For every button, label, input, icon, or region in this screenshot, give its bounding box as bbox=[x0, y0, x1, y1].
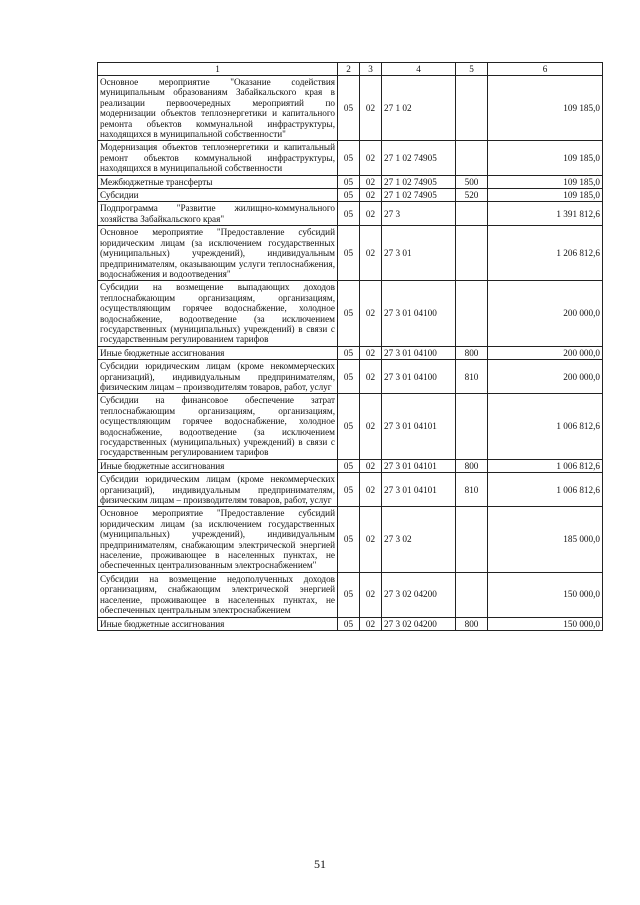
row-name: Субсидии на финансовое обеспечение затрат теплоснабжающим организациям, организациям, осуществляющим горячее водоснабжение, холодное водоснабжение, водоотведение (за исключением государственных (муниципальных) учреждений) в связи с государственным регулированием тарифов bbox=[98, 394, 338, 459]
subsection-code: 02 bbox=[360, 346, 382, 359]
subsection-code: 02 bbox=[360, 473, 382, 507]
row-name: Межбюджетные трансферты bbox=[98, 175, 338, 188]
amount: 200 000,0 bbox=[488, 281, 603, 346]
amount: 109 185,0 bbox=[488, 141, 603, 175]
subsection-code: 02 bbox=[360, 394, 382, 459]
expense-type-code bbox=[456, 394, 488, 459]
section-code: 05 bbox=[338, 76, 360, 141]
expense-type-code: 520 bbox=[456, 189, 488, 202]
target-article-code: 27 3 02 04200 bbox=[382, 617, 456, 630]
target-article-code: 27 3 01 04100 bbox=[382, 281, 456, 346]
target-article-code: 27 3 02 bbox=[382, 507, 456, 572]
amount: 1 206 812,6 bbox=[488, 226, 603, 281]
amount: 1 006 812,6 bbox=[488, 459, 603, 472]
budget-table bbox=[97, 62, 603, 631]
expense-type-code bbox=[456, 202, 488, 226]
section-code: 05 bbox=[338, 346, 360, 359]
target-article-code: 27 3 01 04101 bbox=[382, 473, 456, 507]
table-row bbox=[98, 360, 603, 394]
section-code: 05 bbox=[338, 281, 360, 346]
section-code: 05 bbox=[338, 189, 360, 202]
expense-type-code bbox=[456, 572, 488, 617]
table-header-row bbox=[98, 63, 603, 76]
table-row bbox=[98, 459, 603, 472]
row-name: Субсидии юридическим лицам (кроме некоммерческих организаций), индивидуальным предпринимателям, физическим лицам – производителям товаров, работ, услуг bbox=[98, 473, 338, 507]
target-article-code: 27 3 01 04100 bbox=[382, 346, 456, 359]
row-name: Основное мероприятие "Предоставление субсидий юридическим лицам (за исключением государственных (муниципальных) учреждений), индивидуальным предпринимателям, оказывающим услуги теплоснабжения, водоснабжения и водоотведения" bbox=[98, 226, 338, 281]
amount: 185 000,0 bbox=[488, 507, 603, 572]
column-header: 4 bbox=[382, 63, 456, 76]
target-article-code: 27 3 02 04200 bbox=[382, 572, 456, 617]
expense-type-code: 800 bbox=[456, 459, 488, 472]
row-name: Модернизация объектов теплоэнергетики и капитальный ремонт объектов коммунальной инфраструктуры, находящихся в муниципальной собственности bbox=[98, 141, 338, 175]
subsection-code: 02 bbox=[360, 281, 382, 346]
table-row bbox=[98, 141, 603, 175]
target-article-code: 27 1 02 bbox=[382, 76, 456, 141]
table-row bbox=[98, 394, 603, 459]
row-name: Субсидии юридическим лицам (кроме некоммерческих организаций), индивидуальным предпринимателям, физическим лицам – производителям товаров, работ, услуг bbox=[98, 360, 338, 394]
subsection-code: 02 bbox=[360, 202, 382, 226]
section-code: 05 bbox=[338, 507, 360, 572]
expense-type-code bbox=[456, 281, 488, 346]
table-row bbox=[98, 507, 603, 572]
target-article-code: 27 3 bbox=[382, 202, 456, 226]
page-number: 51 bbox=[314, 857, 326, 871]
expense-type-code: 500 bbox=[456, 175, 488, 188]
row-name: Субсидии на возмещение выпадающих доходов теплоснабжающим организациям, организациям, осуществляющим горячее водоснабжение, холодное водоснабжение, водоотведение (за исключением государственных (муниципальных) учреждений) в связи с государственным регулированием тарифов bbox=[98, 281, 338, 346]
subsection-code: 02 bbox=[360, 507, 382, 572]
amount: 150 000,0 bbox=[488, 572, 603, 617]
column-header: 2 bbox=[338, 63, 360, 76]
table-row bbox=[98, 281, 603, 346]
expense-type-code bbox=[456, 141, 488, 175]
section-code: 05 bbox=[338, 360, 360, 394]
table-row bbox=[98, 76, 603, 141]
section-code: 05 bbox=[338, 202, 360, 226]
table-row bbox=[98, 226, 603, 281]
row-name: Субсидии bbox=[98, 189, 338, 202]
subsection-code: 02 bbox=[360, 76, 382, 141]
row-name: Иные бюджетные ассигнования bbox=[98, 459, 338, 472]
section-code: 05 bbox=[338, 394, 360, 459]
section-code: 05 bbox=[338, 617, 360, 630]
section-code: 05 bbox=[338, 572, 360, 617]
target-article-code: 27 3 01 04101 bbox=[382, 394, 456, 459]
target-article-code: 27 3 01 bbox=[382, 226, 456, 281]
target-article-code: 27 3 01 04101 bbox=[382, 459, 456, 472]
amount: 200 000,0 bbox=[488, 360, 603, 394]
subsection-code: 02 bbox=[360, 572, 382, 617]
target-article-code: 27 1 02 74905 bbox=[382, 141, 456, 175]
expense-type-code bbox=[456, 507, 488, 572]
subsection-code: 02 bbox=[360, 175, 382, 188]
table-row bbox=[98, 346, 603, 359]
expense-type-code bbox=[456, 76, 488, 141]
amount: 109 185,0 bbox=[488, 175, 603, 188]
expense-type-code: 800 bbox=[456, 346, 488, 359]
target-article-code: 27 1 02 74905 bbox=[382, 175, 456, 188]
section-code: 05 bbox=[338, 175, 360, 188]
column-header: 5 bbox=[456, 63, 488, 76]
amount: 1 006 812,6 bbox=[488, 394, 603, 459]
expense-type-code: 810 bbox=[456, 473, 488, 507]
amount: 1 006 812,6 bbox=[488, 473, 603, 507]
column-header: 1 bbox=[98, 63, 338, 76]
row-name: Основное мероприятие "Предоставление субсидий юридическим лицам (за исключением государственных (муниципальных) учреждений), индивидуальным предпринимателям, снабжающим электрической энергией население, проживающее в населенных пунктах, не обеспеченных централизованным электроснабжением" bbox=[98, 507, 338, 572]
subsection-code: 02 bbox=[360, 226, 382, 281]
subsection-code: 02 bbox=[360, 141, 382, 175]
section-code: 05 bbox=[338, 459, 360, 472]
row-name: Подпрограмма "Развитие жилищно-коммунального хозяйства Забайкальского края" bbox=[98, 202, 338, 226]
amount: 200 000,0 bbox=[488, 346, 603, 359]
expense-type-code: 800 bbox=[456, 617, 488, 630]
amount: 109 185,0 bbox=[488, 189, 603, 202]
section-code: 05 bbox=[338, 141, 360, 175]
expense-type-code bbox=[456, 226, 488, 281]
row-name: Субсидии на возмещение недополученных доходов организациям, снабжающим электрической энергией население, проживающее в населенных пунктах, не обеспеченных центральным электроснабжением bbox=[98, 572, 338, 617]
column-header: 6 bbox=[488, 63, 603, 76]
row-name: Иные бюджетные ассигнования bbox=[98, 617, 338, 630]
table-row bbox=[98, 473, 603, 507]
section-code: 05 bbox=[338, 473, 360, 507]
section-code: 05 bbox=[338, 226, 360, 281]
subsection-code: 02 bbox=[360, 617, 382, 630]
amount: 1 391 812,6 bbox=[488, 202, 603, 226]
subsection-code: 02 bbox=[360, 459, 382, 472]
amount: 109 185,0 bbox=[488, 76, 603, 141]
subsection-code: 02 bbox=[360, 360, 382, 394]
table-row bbox=[98, 572, 603, 617]
table-row bbox=[98, 617, 603, 630]
column-header: 3 bbox=[360, 63, 382, 76]
table-row bbox=[98, 189, 603, 202]
expense-type-code: 810 bbox=[456, 360, 488, 394]
target-article-code: 27 1 02 74905 bbox=[382, 189, 456, 202]
row-name: Иные бюджетные ассигнования bbox=[98, 346, 338, 359]
table-row bbox=[98, 175, 603, 188]
amount: 150 000,0 bbox=[488, 617, 603, 630]
target-article-code: 27 3 01 04100 bbox=[382, 360, 456, 394]
row-name: Основное мероприятие "Оказание содействия муниципальным образованиям Забайкальского края в реализации первоочередных мероприятий по модернизации объектов теплоэнергетики и капитального ремонта объектов коммунальной инфраструктуры, находящихся в муниципальной собственности" bbox=[98, 76, 338, 141]
table-row bbox=[98, 202, 603, 226]
subsection-code: 02 bbox=[360, 189, 382, 202]
